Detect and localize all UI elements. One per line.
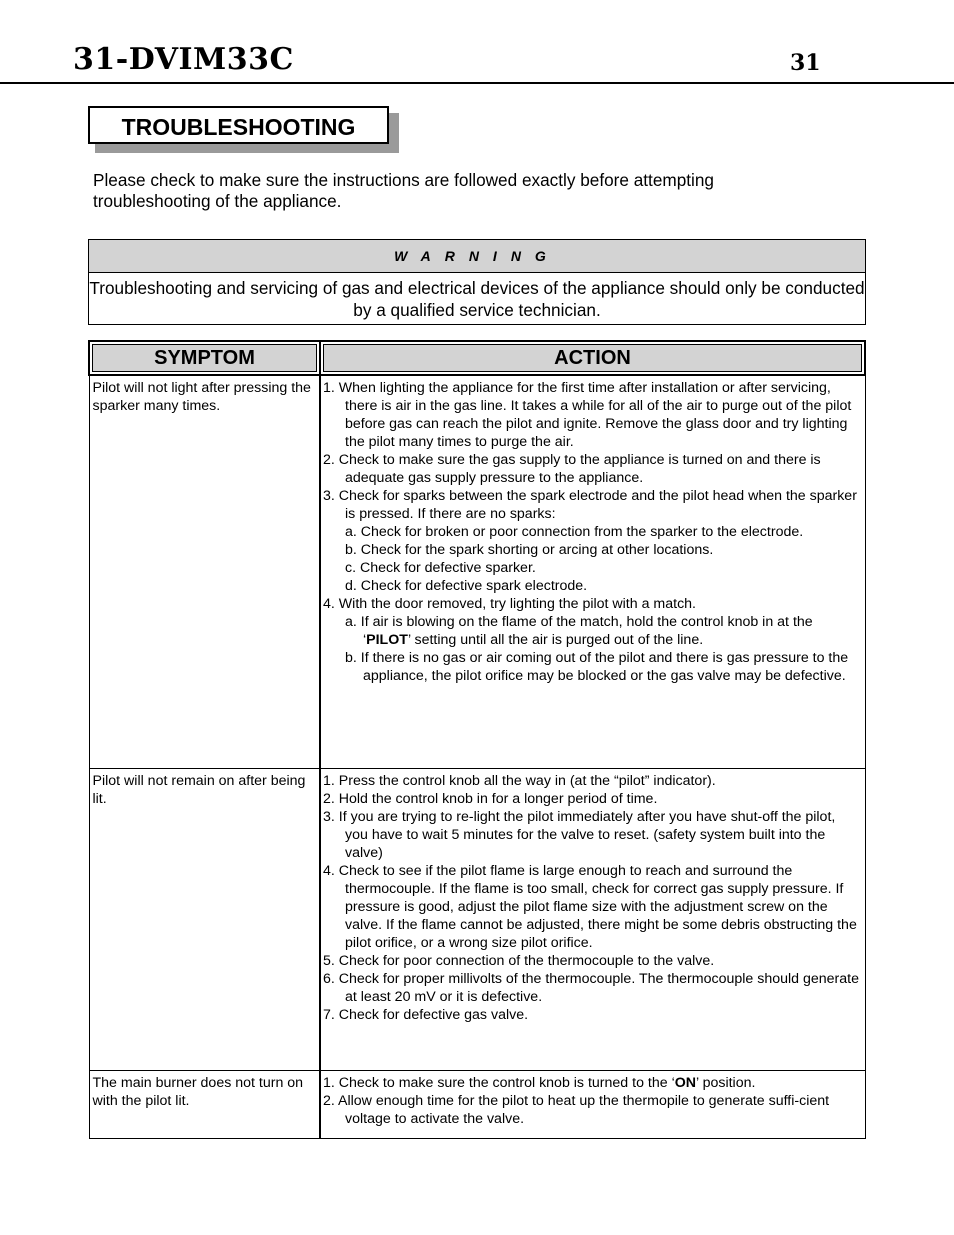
action-item: 3. If you are trying to re-light the pilot immediately after you have shut-off the pilot, you have to wait 5 minutes for the valve to reset. (safety system built into the valve) (323, 808, 836, 861)
document-model-number: 31-DVIM33C (73, 42, 294, 77)
action-item: 1. When lighting the appliance for the first time after installation or after servicing, there is air in the gas line. It takes a while for all of the air to purge out of the pilot before gas can reach the pilot and ignite. Remove the glass door and try lighting the pilot many times to purge the air. (323, 380, 852, 450)
warning-text: Troubleshooting and servicing of gas and electrical devices of the appliance should only be conducted by a qualified service technician. (89, 278, 865, 320)
action-item-text: 3. Check for sparks between the spark electrode and the pilot head when the sparker is pressed. If there are no sparks: (323, 488, 857, 522)
action-item-text: 4. With the door removed, try lighting the pilot with a match. (323, 596, 696, 612)
symptom-header: SYMPTOM (89, 341, 320, 375)
action-item-text: 1. Check to make sure the control knob is turned to the ‘ (323, 1074, 675, 1091)
setting-name: PILOT (366, 632, 408, 648)
sub-action-list (345, 523, 862, 595)
table-row (89, 375, 865, 768)
action-item (323, 595, 862, 685)
section-title: TROUBLESHOOTING (121, 114, 356, 140)
sub-action-item: a. Check for broken or poor connection from the sparker to the electrode. (345, 524, 804, 540)
action-list (323, 772, 862, 1024)
action-header: ACTION (320, 341, 865, 375)
sub-action-item (345, 613, 862, 649)
sub-action-text: ’ setting until all the air is purged out of the line. (407, 632, 704, 648)
action-item: 1. Press the control knob all the way in (at the “pilot” indicator). (323, 772, 716, 789)
action-list (323, 1074, 862, 1128)
sub-action-item: d. Check for defective spark electrode. (345, 578, 588, 594)
action-item: 2. Hold the control knob in for a longer period of time. (323, 790, 658, 807)
action-item: 5. Check for poor connection of the thermocouple to the valve. (323, 952, 715, 969)
sub-action-item: c. Check for defective sparker. (345, 560, 536, 576)
action-cell (320, 768, 865, 1070)
warning-heading: WARNING (89, 240, 865, 273)
action-item: 2. Check to make sure the gas supply to the appliance is turned on and there is adequate gas supply pressure to the appliance. (323, 452, 821, 486)
symptom-cell: Pilot will not remain on after being lit. (89, 768, 320, 1070)
warning-box (88, 239, 866, 325)
action-cell (320, 375, 865, 768)
intro-paragraph: Please check to make sure the instructions are followed exactly before attempting troubleshooting of the appliance. (93, 170, 714, 211)
action-item (323, 487, 862, 595)
action-cell (320, 1070, 865, 1138)
action-item: 4. Check to see if the pilot flame is large enough to reach and surround the thermocouple. If the flame is too small, check for correct gas supply pressure. If pressure is good, adjust the pilot flame size with the adjustment screw on the valve. If the flame cannot be adjusted, there might be some debris obstructing the pilot orifice, or a wrong size pilot orifice. (323, 862, 857, 951)
symptom-cell: The main burner does not turn on with the pilot lit. (89, 1070, 320, 1138)
table-row (89, 1070, 865, 1138)
table-header-row (89, 341, 865, 375)
page-number: 31 (790, 50, 821, 76)
action-item (323, 1074, 862, 1092)
sub-action-list (345, 613, 862, 685)
troubleshooting-table (88, 340, 866, 1139)
symptom-cell: Pilot will not light after pressing the sparker many times. (89, 375, 320, 768)
sub-action-item: b. Check for the spark shorting or arcing at other locations. (345, 542, 714, 558)
action-item: 7. Check for defective gas valve. (323, 1006, 529, 1023)
header-divider (0, 82, 954, 84)
action-item-text: ’ position. (696, 1074, 756, 1091)
sub-action-item: b. If there is no gas or air coming out of the pilot and there is gas pressure to the appliance, the pilot orifice may be blocked or the gas valve may be defective. (345, 650, 849, 684)
sub-action-text: a. If air is blowing on the flame of the match, hold the control knob in at the ‘ (345, 614, 813, 648)
action-list (323, 379, 862, 685)
action-item: 6. Check for proper millivolts of the thermocouple. The thermocouple should generate at least 20 mV or it is defective. (323, 970, 860, 1005)
action-item: 2. Allow enough time for the pilot to heat up the thermopile to generate suffi-cient voltage to activate the valve. (323, 1092, 830, 1127)
section-title-box (88, 106, 389, 144)
setting-name: ON (674, 1074, 697, 1091)
table-row (89, 768, 865, 1070)
